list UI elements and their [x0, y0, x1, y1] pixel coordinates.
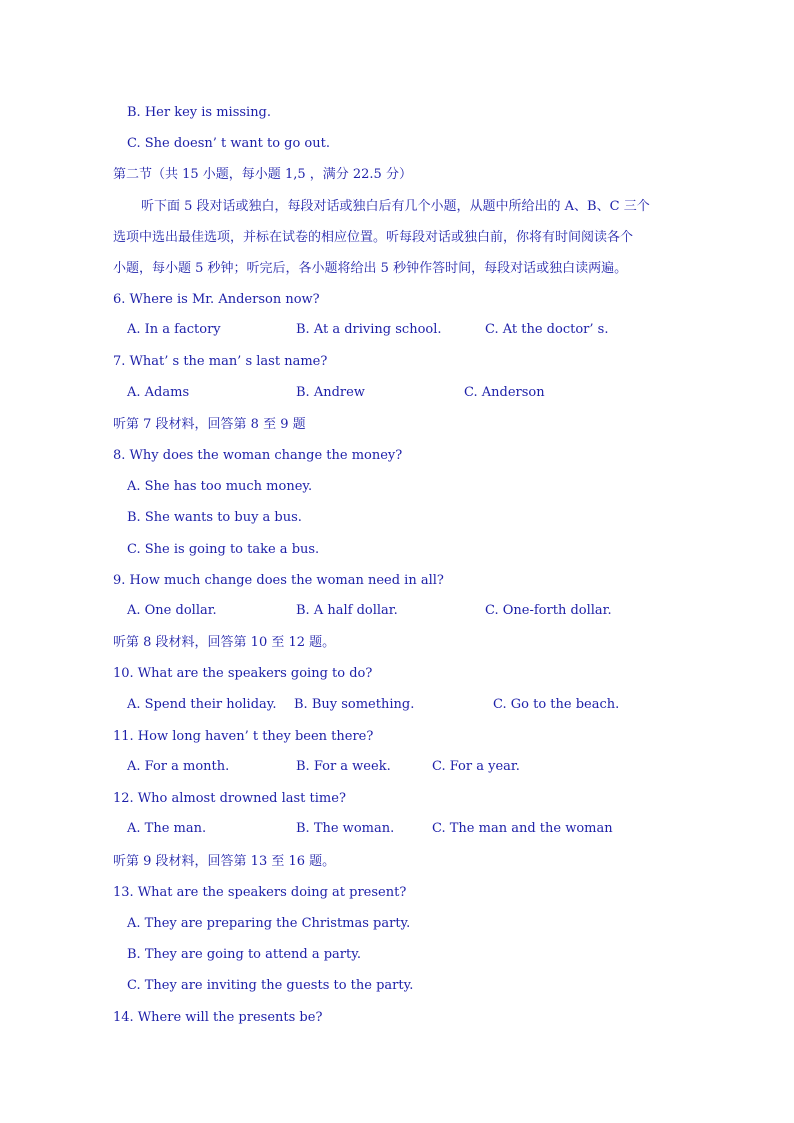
- q13-option-b: B. They are going to attend a party.: [127, 947, 361, 962]
- section-heading: 第二节（共 15 小题，每小题 1,5 ，满分 22.5 分）: [113, 167, 412, 182]
- instructions-line-2: 选项中选出最佳选项，并标在试卷的相应位置。听每段对话或独白前，你将有时间阅读各个: [113, 230, 634, 245]
- q9-option-c: C. One-forth dollar.: [485, 603, 612, 618]
- question-9: 9. How much change does the woman need in all?: [113, 573, 444, 588]
- q8-option-b: B. She wants to buy a bus.: [127, 510, 302, 525]
- question-14: 14. Where will the presents be?: [113, 1010, 323, 1025]
- option-c-q5: C. She doesn’ t want to go out.: [127, 136, 330, 151]
- q7-option-a: A. Adams: [127, 385, 190, 400]
- option-b-q5: B. Her key is missing.: [127, 105, 272, 120]
- q12-option-a: A. The man.: [127, 821, 207, 836]
- q11-option-c: C. For a year.: [432, 759, 520, 774]
- q12-option-b: B. The woman.: [296, 821, 395, 836]
- question-10: 10. What are the speakers going to do?: [113, 666, 373, 681]
- question-13: 13. What are the speakers doing at present?: [113, 885, 407, 900]
- question-7: 7. What’ s the man’ s last name?: [113, 354, 328, 369]
- instructions-line-3: 小题，每小题 5 秒钟；听完后，各小题将给出 5 秒钟作答时间，每段对话或独白读两遍。: [113, 261, 628, 276]
- question-11: 11. How long haven’ t they been there?: [113, 729, 374, 744]
- q7-option-b: B. Andrew: [296, 385, 365, 400]
- q6-option-b: B. At a driving school.: [296, 322, 442, 337]
- question-6: 6. Where is Mr. Anderson now?: [113, 292, 320, 307]
- q11-option-b: B. For a week.: [296, 759, 391, 774]
- segment-7-heading: 听第 7 段材料，回答第 8 至 9 题: [113, 417, 306, 432]
- question-8: 8. Why does the woman change the money?: [113, 448, 403, 463]
- q8-option-a: A. She has too much money.: [127, 479, 313, 494]
- q10-option-a: A. Spend their holiday.: [127, 697, 277, 712]
- segment-8-heading: 听第 8 段材料，回答第 10 至 12 题。: [113, 635, 336, 650]
- q9-option-b: B. A half dollar.: [296, 603, 398, 618]
- q10-option-b: B. Buy something.: [294, 697, 415, 712]
- q6-option-a: A. In a factory: [127, 322, 221, 337]
- q13-option-a: A. They are preparing the Christmas party.: [127, 916, 411, 931]
- q6-option-c: C. At the doctor’ s.: [485, 322, 609, 337]
- q10-option-c: C. Go to the beach.: [493, 697, 620, 712]
- q12-option-c: C. The man and the woman: [432, 821, 613, 836]
- q7-option-c: C. Anderson: [464, 385, 545, 400]
- q8-option-c: C. She is going to take a bus.: [127, 542, 320, 557]
- instructions-line-1: 听下面 5 段对话或独白，每段对话或独白后有几个小题，从题中所给出的 A、B、C 三个: [141, 199, 650, 214]
- q9-option-a: A. One dollar.: [127, 603, 217, 618]
- q11-option-a: A. For a month.: [127, 759, 230, 774]
- q13-option-c: C. They are inviting the guests to the party.: [127, 978, 414, 993]
- segment-9-heading: 听第 9 段材料，回答第 13 至 16 题。: [113, 854, 336, 869]
- question-12: 12. Who almost drowned last time?: [113, 791, 346, 806]
